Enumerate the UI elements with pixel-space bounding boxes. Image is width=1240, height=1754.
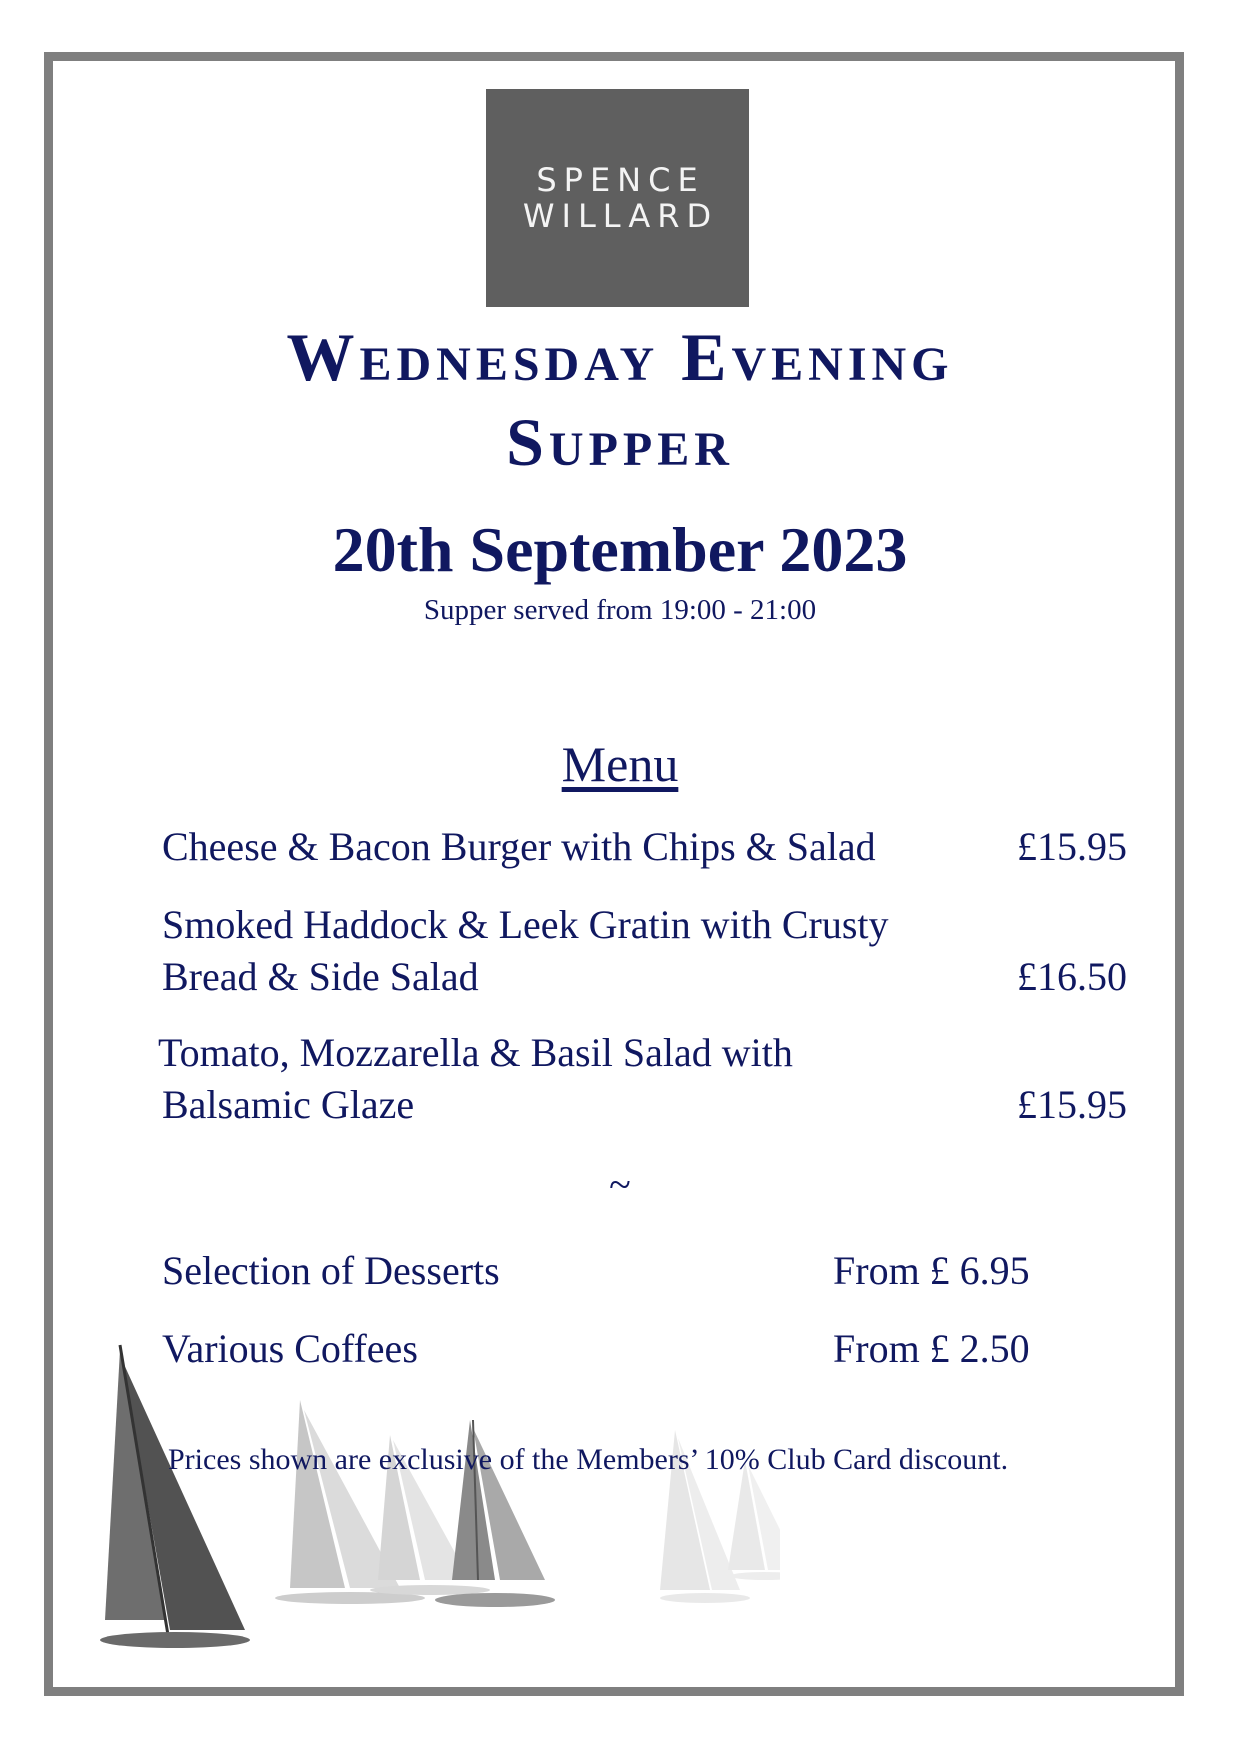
menu-item-price: £15.95 bbox=[1017, 824, 1127, 869]
service-hours: Supper served from 19:00 - 21:00 bbox=[423, 594, 817, 626]
menu-item-name: Tomato, Mozzarella & Basil Salad with bbox=[158, 1030, 793, 1075]
menu-item-price: £15.95 bbox=[1017, 1082, 1127, 1127]
extra-item-price: From £ 2.50 bbox=[833, 1326, 1030, 1371]
logo-line-2: WILLARD bbox=[522, 197, 719, 235]
menu-item-name: Cheese & Bacon Burger with Chips & Salad bbox=[162, 824, 876, 869]
section-separator: ~ bbox=[609, 1162, 631, 1207]
menu-item-name-continued: Bread & Side Salad bbox=[162, 954, 479, 999]
extra-item-name: Various Coffees bbox=[162, 1326, 418, 1371]
page-title-line-2: Supper bbox=[506, 404, 734, 480]
event-date: 20th September 2023 bbox=[332, 514, 908, 585]
menu-heading: Menu bbox=[561, 736, 679, 792]
extra-item-price: From £ 6.95 bbox=[833, 1248, 1030, 1293]
page-title-line-1: Wednesday Evening bbox=[286, 319, 954, 395]
extra-item-name: Selection of Desserts bbox=[162, 1248, 500, 1293]
sailboats-illustration bbox=[100, 1340, 780, 1650]
spence-willard-logo bbox=[486, 89, 749, 307]
menu-item-price: £16.50 bbox=[1017, 954, 1127, 999]
menu-item-name: Smoked Haddock & Leek Gratin with Crusty bbox=[162, 902, 889, 947]
menu-item-name-continued: Balsamic Glaze bbox=[162, 1082, 415, 1127]
discount-note: Prices shown are exclusive of the Members’ 10% Club Card discount. bbox=[168, 1443, 1009, 1476]
logo-line-1: SPENCE bbox=[536, 161, 705, 199]
